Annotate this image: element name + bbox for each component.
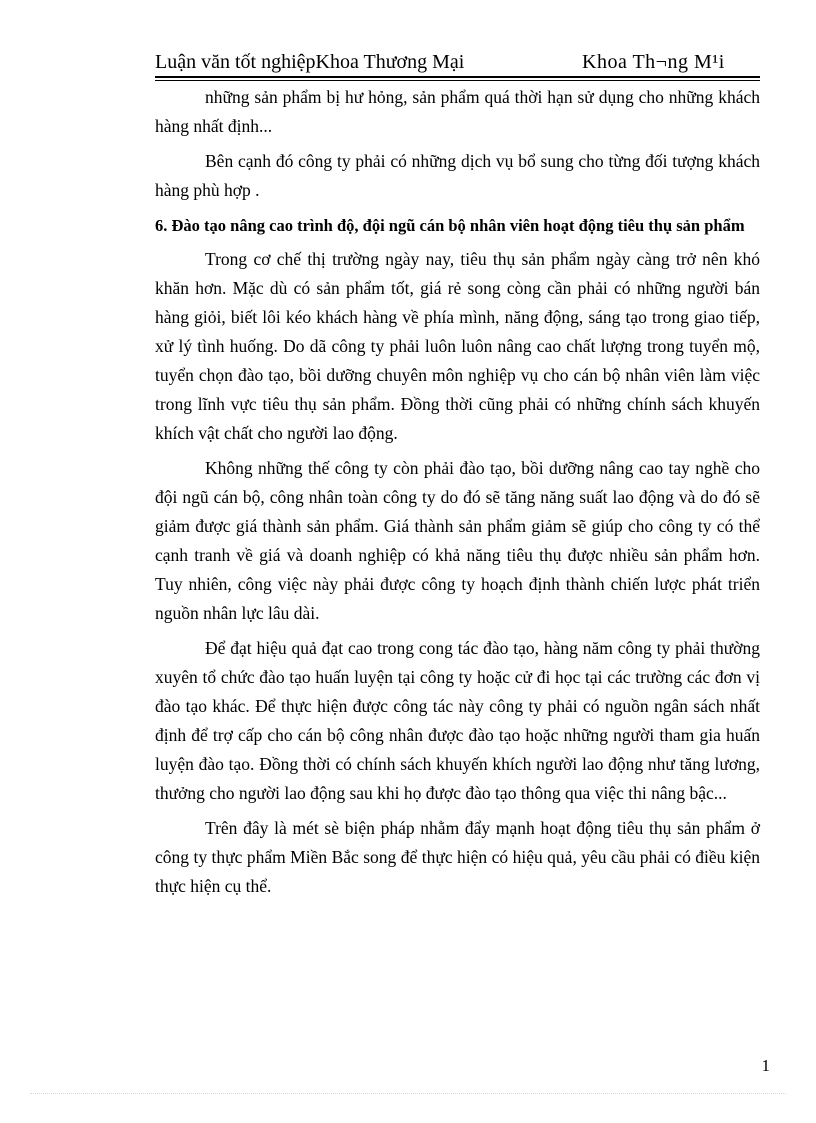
header-left-title: Luận văn tốt nghiệpKhoa Thương Mại [155, 51, 465, 73]
paragraph-2: Bên cạnh đó công ty phải có những dịch vụ bổ sung cho từng đối tượng khách hàng phù hợp . [155, 151, 760, 200]
paragraph-4: Không những thế công ty còn phải đào tạo, bồi dưỡng nâng cao tay nghề cho đội ngũ cán bộ, công nhân toàn công ty do đó sẽ tăng năng suất lao động và do đó sẽ giảm được giá thành sản phẩm. Giá thành sản phẩm giảm sẽ giúp cho công ty có thể cạnh tranh về giá và doanh nghiệp có khả năng tiêu thụ được nhiều sản phẩm hơn. Tuy nhiên, công việc này phải được công ty hoạch định thành chiến lược phát triển nguồn nhân lực lâu dài. [155, 458, 760, 623]
paragraph-6: Trên đây là mét sè biện pháp nhằm đẩy mạnh hoạt động tiêu thụ sản phẩm ở công ty thực phẩm Miền Bắc song để thực hiện có hiệu quả, yêu cầu phải có điều kiện thực hiện cụ thể. [155, 818, 760, 896]
page-bottom-dotted-line [30, 1093, 786, 1094]
paragraph-3: Trong cơ chế thị trường ngày nay, tiêu thụ sản phẩm ngày càng trở nên khó khăn hơn. Mặc dù có sản phẩm tốt, giá rẻ song còng cần phải có những người bán hàng giỏi, biết lôi kéo khách hàng về phía mình, năng động, sáng tạo trong giao tiếp, xử lý tình huống. Do dã công ty phải luôn luôn nâng cao chất lượng trong tuyển mộ, tuyển chọn đào tạo, bồi dưỡng chuyên môn nghiệp vụ cho cán bộ nhân viên làm việc trong lĩnh vực tiêu thụ sản phẩm. Đồng thời cũng phải có những chính sách khuyến khích vật chất cho người lao động. [155, 249, 760, 443]
section-heading: 6. Đào tạo nâng cao trình độ, đội ngũ cán bộ nhân viên hoạt động tiêu thụ sản phẩm [155, 216, 745, 235]
paragraph-5: Để đạt hiệu quả đạt cao trong cong tác đào tạo, hàng năm công ty phải thường xuyên tổ chức đào tạo huấn luyện tại công ty hoặc cử đi học tại các trường các đơn vị đào tạo khác. Để thực hiện được công tác này công ty phải có nguồn ngân sách nhất định để trợ cấp cho cán bộ công nhân được đào tạo hoặc những người tham gia huấn luyện đào tạo. Đồng thời có chính sách khuyến khích người lao động như tăng lương, thưởng cho người lao động sau khi họ được đào tạo thông qua việc thi nâng bậc... [155, 638, 760, 803]
header-rule-thick [155, 76, 760, 78]
paragraph-1: những sản phẩm bị hư hỏng, sản phẩm quá thời hạn sử dụng cho những khách hàng nhất định... [155, 87, 760, 136]
document-body [155, 83, 760, 907]
header-right-title: Khoa Th¬ng M¹i [582, 51, 725, 73]
page-number: 1 [761, 1056, 770, 1075]
page-header [155, 49, 760, 75]
header-rule-thin [155, 80, 760, 81]
